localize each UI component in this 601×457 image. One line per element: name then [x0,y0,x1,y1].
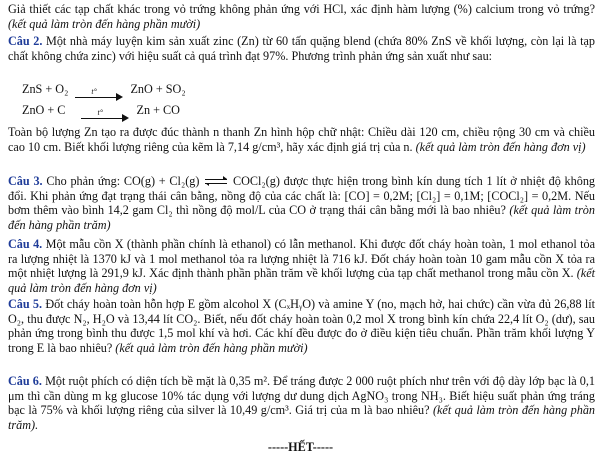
equation-1 [22,82,186,97]
question-2 [8,34,595,63]
equation-2-left: ZnO + C [22,103,66,117]
intro-paragraph [8,2,595,31]
equilibrium-arrow-icon [205,177,227,187]
question-2-text-2: Toàn bộ lượng Zn tạo ra được đúc thành n thanh Zn hình hộp chữ nhật: Chiều dài 120 cm, chiều rộng 30 cm và chiều cao 10 cm. Biết khối lượng riêng của kẽm là 7,14 g/cm³, hãy xác định giá trị của n. [8,125,595,154]
question-3-text-b: COCl₂(g) được thực hiện trong bình kín dung tích 1 lít ở nhiệt độ không đổi. Khi phản ứng đạt trạng thái cân bằng, nồng độ của các chất là: [CO] = 0,2M; [Cl₂] = 0,1M; [COCl₂] = 0,2M. Nếu bơm thêm vào bình 14,2 gam Cl₂ thì nồng độ mol/L của CO ở trạng thái cân bằng mới là bao nhiêu? [8,174,596,218]
equation-2-right: Zn + CO [136,103,180,117]
question-6-label: Câu 6. [8,374,42,388]
question-3 [8,174,595,232]
question-3-label: Câu 3. [8,174,43,188]
question-5-label: Câu 5. [8,297,43,311]
equation-1-right: ZnO + SO₂ [130,82,186,96]
equation-2 [22,103,180,118]
question-4-note: (kết quả làm tròn đến hàng đơn vị) [8,266,595,295]
intro-text: Giả thiết các tạp chất khác trong vỏ trứng không phản ứng với HCl, xác định hàm lượng (%) calcium trong vỏ trứng? [8,2,595,16]
question-5-text: Đốt cháy hoàn toàn hỗn hợp E gồm alcohol X (CₓHᵧO) và amine Y (no, mạch hở, hai chức) cần vừa đủ 26,88 lít O₂, thu được N₂, H₂O và 13,44 lít CO₂. Biết, nếu đốt cháy hoàn toàn 0,2 mol X trong bình kín chứa 22,4 lít O₂ (dư), sau phản ứng trong bình thu được 1,5 mol khí và hơi. Các khí đều được đo ở điều kiện tiêu chuẩn. Phần trăm khối lượng Y trong E là bao nhiêu? [8,297,595,355]
end-marker: -----HẾT----- [267,440,334,454]
question-5-note: (kết quả làm tròn đến hàng phần mười) [115,340,308,355]
question-6 [8,374,595,432]
question-4-label: Câu 4. [8,237,43,251]
question-3-text-a: Cho phản ứng: CO(g) + Cl₂(g) [46,174,200,188]
question-4 [8,237,595,295]
equation-1-condition: t° [91,87,97,97]
equation-2-condition: t° [97,108,103,118]
equation-1-left: ZnS + O₂ [22,82,69,96]
question-2-note: (kết quả làm tròn đến hàng đơn vị) [415,139,586,154]
question-2-text: Một nhà máy luyện kim sản xuất zinc (Zn) từ 60 tấn quặng blend (chứa 80% ZnS về khối lượng, còn lại là tạp chất không chứa zinc) với hiệu suất cả quá trình đạt 97%. Phương trình phản ứng sản xuất như sau: [8,34,595,63]
intro-note: (kết quả làm tròn đến hàng phần mười) [8,16,201,31]
question-5 [8,297,595,355]
question-6-text: Một ruột phích có diện tích bề mặt là 0,35 m². Để tráng được 2 000 ruột phích như trên với độ dày lớp bạc là 0,1 μm thì cần dùng m kg glucose 10% tác dụng với lượng dư dung dịch AgNO₃ trong NH₃. Biết hiệu suất phản ứng tráng bạc là 75% và khối lượng riêng của silver là 10,49 g/cm³. Giá trị của m là bao nhiêu? [8,374,596,418]
question-4-text: Một mẫu cồn X (thành phần chính là ethanol) có lẫn methanol. Khi được đốt cháy hoàn toàn, 1 mol ethanol tỏa ra lượng nhiệt là 1370 kJ và 1 mol methanol tỏa ra lượng nhiệt là 716 kJ. Đốt cháy hoàn toàn 10 gam mẫu cồn X tỏa ra một nhiệt lượng là 291,9 kJ. Xác định thành phần phần trăm về khối lượng của tạp chất methanol trong mẫu cồn X. [8,237,595,281]
question-6-note: (kết quả làm tròn đến hàng phần trăm). [8,403,596,432]
question-3-note: (kết quả làm tròn đến hàng phần trăm) [8,203,595,232]
question-2-continued [8,125,595,154]
question-2-label: Câu 2. [8,34,43,48]
